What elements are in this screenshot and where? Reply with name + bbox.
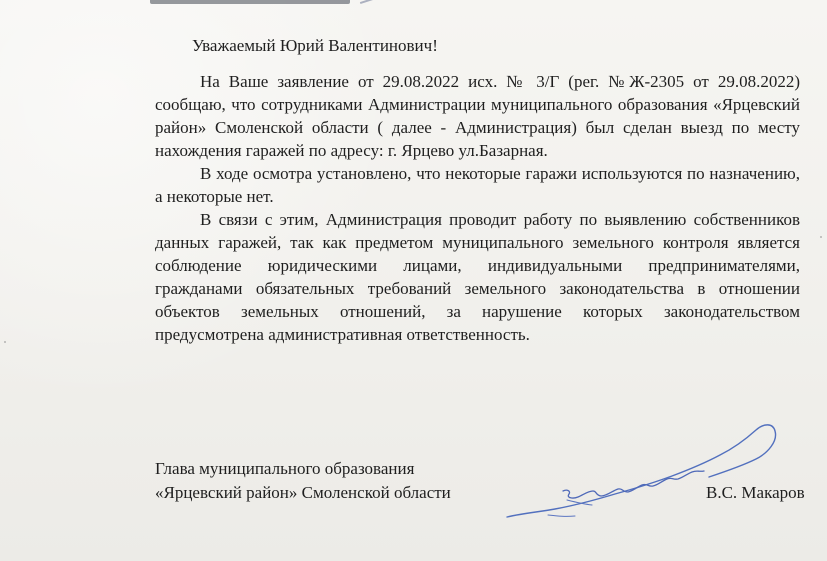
signatory-block bbox=[155, 457, 451, 505]
letter-paragraph-1: На Ваше заявление от 29.08.2022 исх. № 3/Г (рег. №Ж-2305 от 29.08.2022) сообщаю, что сотрудниками Администрации муниципального образования «Ярцевский район» Смоленской области ( далее - Администрация) был сделан выезд по месту нахождения гаражей по адресу: г. Ярцево ул.Базарная. bbox=[155, 72, 800, 160]
signer-name: В.С. Макаров bbox=[706, 483, 805, 502]
top-edge-stroke bbox=[360, 0, 386, 6]
handwritten-signature bbox=[499, 414, 784, 529]
letter-paragraph-3: В связи с этим, Администрация проводит работу по выявлению собственников данных гаражей, так как предметом муниципального земельного контроля является соблюдение юридическими лицами, индивидуальными предпринимателями, гражданами обязательных требований земельного законодательства в отношении объектов земельных отношений, за нарушение которых законодательством предусмотрена административная ответственность. bbox=[155, 210, 800, 344]
paper-speck bbox=[4, 341, 6, 343]
letter-body bbox=[155, 70, 800, 346]
signatory-position-line-2: «Ярцевский район» Смоленской области bbox=[155, 483, 451, 502]
letter-paragraph-2: В ходе осмотра установлено, что некоторые гаражи используются по назначению, а некоторые нет. bbox=[155, 164, 800, 206]
paper-speck bbox=[820, 236, 822, 238]
top-edge-mark bbox=[150, 0, 400, 6]
signatory-position-line-1: Глава муниципального образования bbox=[155, 459, 415, 478]
letter-greeting: Уважаемый Юрий Валентинович! bbox=[192, 36, 438, 55]
top-edge-bar bbox=[150, 0, 350, 4]
